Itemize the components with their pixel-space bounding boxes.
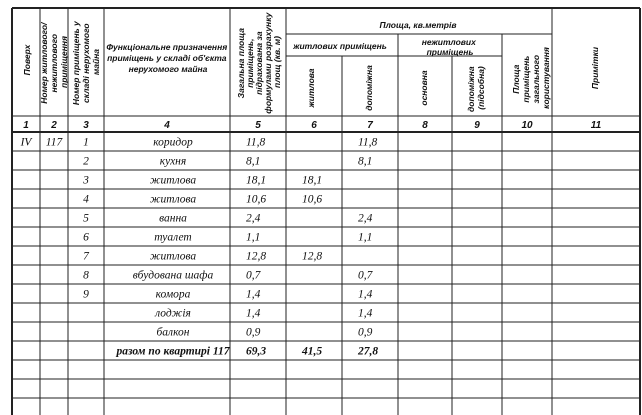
total-area-cell: 11,8 (246, 136, 266, 149)
total-row-auxiliary-area: 27,8 (358, 345, 379, 358)
auxiliary-area-cell: 1,4 (358, 288, 373, 301)
purpose-header (106, 42, 229, 74)
auxiliary-area-cell: 2,4 (358, 212, 373, 225)
auxiliary-area-cell: 0,9 (358, 326, 373, 339)
total-area-cell: 0,9 (246, 326, 261, 339)
room-number-cell: 3 (83, 174, 89, 187)
nonresidential-group-header-line2: приміщень (426, 47, 474, 57)
room-number-header-line1: Номер приміщень у (71, 21, 81, 106)
column-number: 8 (422, 120, 428, 131)
room-number-cell: 8 (83, 269, 89, 282)
room-number-cell: 1 (83, 136, 89, 149)
room-purpose-cell: житлова (149, 250, 197, 263)
room-number-header (71, 19, 101, 105)
room-purpose-cell: балкон (156, 326, 190, 339)
total-row-total-area: 69,3 (246, 345, 267, 358)
column-number: 1 (23, 120, 29, 131)
notes-header: Примітки (590, 46, 600, 90)
common-area-header-line1: Площа (511, 64, 521, 94)
apartment-number-header (39, 20, 69, 104)
total-area-header-line5: площ (кв. м) (272, 36, 282, 88)
residential-area-cell: 12,8 (302, 250, 323, 263)
nonresidential-aux-header-line1: допоміжна (466, 66, 476, 112)
column-number: 11 (590, 120, 602, 131)
column-number: 5 (255, 120, 261, 131)
residential-area-cell: 10,6 (302, 193, 323, 206)
total-area-header (236, 10, 282, 113)
room-purpose-cell: вбудована шафа (132, 269, 214, 282)
common-area-header (511, 47, 551, 109)
auxiliary-area-cell: 11,8 (358, 136, 378, 149)
common-area-header-line3: загального (531, 54, 541, 104)
column-number: 4 (164, 120, 170, 131)
room-purpose-cell: коридор (153, 136, 193, 149)
room-purpose-cell: комора (155, 288, 191, 301)
common-area-header-line4: користування (541, 47, 551, 109)
total-area-cell: 0,7 (246, 269, 261, 282)
room-purpose-cell: лоджія (155, 307, 191, 320)
room-number-header-line2: складі нерухомого (81, 23, 91, 103)
apartment-number-cell: 117 (45, 136, 63, 149)
total-area-cell: 1,1 (246, 231, 261, 244)
common-area-header-line2: приміщень (521, 55, 531, 103)
auxiliary-area-cell: 1,4 (358, 307, 373, 320)
auxiliary-area-cell: 0,7 (358, 269, 373, 282)
residential-header: житлова (306, 68, 316, 108)
apartment-number-header-line1: Номер житлового/ (39, 22, 49, 104)
residential-area-cell: 18,1 (302, 174, 323, 187)
total-area-cell: 18,1 (246, 174, 267, 187)
floor-header: Поверх (22, 44, 32, 76)
room-purpose-cell: кухня (159, 155, 187, 168)
total-area-cell: 1,4 (246, 288, 261, 301)
purpose-header-line2: приміщень у складі об'єкта (107, 53, 227, 63)
column-number: 2 (51, 120, 57, 131)
nonresidential-group-header-line1: нежитлових (421, 37, 476, 47)
total-row-label: разом по квартирі 117 (116, 345, 230, 358)
column-number: 10 (521, 120, 533, 131)
area-group-header: Площа, кв.метрів (379, 20, 457, 30)
nonresidential-main-header: основна (419, 70, 429, 106)
room-number-cell: 2 (83, 155, 89, 168)
column-number: 7 (367, 120, 373, 131)
column-number: 6 (311, 120, 317, 131)
purpose-header-line3: нерухомого майна (128, 64, 208, 74)
purpose-header-line1: Функціональне призначення (106, 42, 228, 52)
room-number-cell: 7 (83, 250, 89, 263)
room-number-cell: 4 (83, 193, 89, 206)
room-number-cell: 5 (83, 212, 89, 225)
total-row-residential-area: 41,5 (302, 345, 323, 358)
total-area-cell: 2,4 (246, 212, 261, 225)
room-purpose-cell: житлова (149, 174, 197, 187)
room-number-cell: 9 (83, 288, 89, 301)
nonresidential-group-header (422, 37, 478, 57)
column-number: 3 (83, 120, 89, 131)
total-area-cell: 8,1 (246, 155, 261, 168)
floor-cell: IV (20, 136, 32, 149)
apartment-number-header-line3: приміщення (59, 36, 69, 88)
room-number-header-line3: майна (91, 48, 101, 76)
total-area-header-line2: приміщень, (245, 38, 255, 88)
room-purpose-cell: ванна (159, 212, 187, 225)
residential-aux-header: допоміжна (364, 65, 374, 111)
nonresidential-aux-header (466, 64, 486, 112)
total-area-header-line1: Загальна площа (236, 28, 246, 99)
total-area-header-line3: підрахована за (254, 31, 264, 95)
nonresidential-aux-header-line2: (підсобна) (476, 66, 486, 110)
auxiliary-area-cell: 1,1 (358, 231, 373, 244)
auxiliary-area-cell: 8,1 (358, 155, 373, 168)
room-number-cell: 6 (83, 231, 89, 244)
total-area-cell: 1,4 (246, 307, 261, 320)
room-purpose-cell: житлова (149, 193, 197, 206)
residential-group-header: житлових приміщень (293, 41, 387, 51)
total-area-cell: 12,8 (246, 250, 267, 263)
total-area-cell: 10,6 (246, 193, 267, 206)
room-purpose-cell: туалет (154, 231, 192, 244)
apartment-number-header-line2: нежитлового (49, 33, 59, 93)
total-area-header-line4: формулами розрахунку (263, 12, 273, 114)
column-number: 9 (474, 120, 480, 131)
